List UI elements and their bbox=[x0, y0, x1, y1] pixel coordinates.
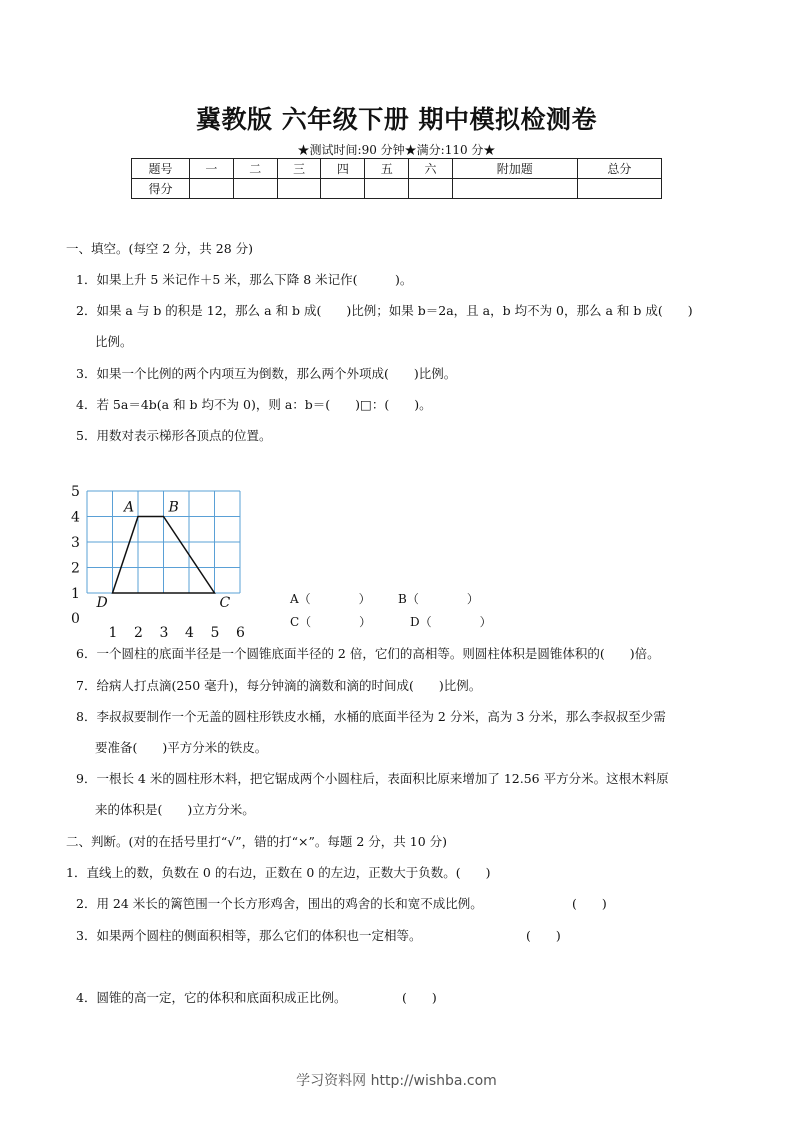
question-1-2: 2．如果 a 与 b 的积是 12，那么 a 和 b 成( )比例；如果 b＝2a，且 a，b 均不为 0，那么 a 和 b 成( ) bbox=[76, 303, 693, 318]
judge-bracket-2[interactable]: ( ) bbox=[572, 896, 607, 911]
score-cell: 六 bbox=[409, 159, 453, 179]
question-1-9: 9．一根长 4 米的圆柱形木料，把它锯成两个小圆柱后，表面积比原来增加了 12.56 平方分米。这根木料原 bbox=[76, 771, 669, 786]
trapezoid-grid-figure bbox=[62, 455, 262, 641]
answer-blank-c[interactable]: C（ ） bbox=[290, 615, 372, 629]
y-tick-label: 3 bbox=[71, 535, 80, 551]
question-2-1: 1．直线上的数，负数在 0 的右边，正数在 0 的左边，正数大于负数。( ) bbox=[66, 865, 491, 880]
section1-heading: 一、填空。(每空 2 分，共 28 分) bbox=[66, 241, 254, 256]
question-1-2-cont: 比例。 bbox=[95, 334, 133, 349]
section2-heading: 二、判断。(对的在括号里打“√”，错的打“×”。每题 2 分，共 10 分) bbox=[66, 834, 448, 849]
score-input-cell[interactable] bbox=[321, 179, 365, 199]
footer-watermark: 学习资料网 http://wishba.com bbox=[296, 1073, 497, 1089]
judge-bracket-3[interactable]: ( ) bbox=[526, 928, 561, 943]
score-input-cell[interactable] bbox=[277, 179, 321, 199]
score-cell: 题号 bbox=[132, 159, 190, 179]
vertex-label: A bbox=[124, 499, 135, 516]
score-cell: 三 bbox=[277, 159, 321, 179]
question-1-8-cont: 要准备( )平方分米的铁皮。 bbox=[95, 740, 268, 755]
score-cell: 得分 bbox=[132, 179, 190, 199]
x-tick-label: 4 bbox=[185, 625, 194, 641]
score-cell: 五 bbox=[365, 159, 409, 179]
score-table bbox=[131, 158, 662, 199]
question-1-1: 1．如果上升 5 米记作＋5 米，那么下降 8 米记作( )。 bbox=[76, 272, 413, 287]
score-input-cell[interactable] bbox=[577, 179, 661, 199]
vertex-label: C bbox=[219, 595, 231, 611]
answer-blank-a[interactable]: A（ ） bbox=[290, 592, 371, 606]
question-1-7: 7．给病人打点滴(250 毫升)，每分钟滴的滴数和滴的时间成( )比例。 bbox=[76, 678, 482, 693]
score-cell: 二 bbox=[233, 159, 277, 179]
score-input-cell[interactable] bbox=[233, 179, 277, 199]
score-table-header-row bbox=[132, 159, 662, 179]
score-cell: 总分 bbox=[577, 159, 661, 179]
question-2-2: 2．用 24 米长的篱笆围一个长方形鸡舍，围出的鸡舍的长和宽不成比例。 bbox=[76, 896, 483, 911]
score-cell: 四 bbox=[321, 159, 365, 179]
answer-blank-b[interactable]: B（ ） bbox=[398, 592, 479, 606]
score-table-score-row bbox=[132, 179, 662, 199]
question-1-3: 3．如果一个比例的两个内项互为倒数，那么两个外项成( )比例。 bbox=[76, 366, 457, 381]
score-input-cell[interactable] bbox=[452, 179, 577, 199]
score-cell: 一 bbox=[190, 159, 234, 179]
score-input-cell[interactable] bbox=[365, 179, 409, 199]
judge-bracket-4[interactable]: ( ) bbox=[402, 990, 437, 1005]
exam-info bbox=[0, 141, 793, 158]
page-title: 冀教版 六年级下册 期中模拟检测卷 bbox=[196, 105, 597, 134]
question-1-4: 4．若 5a＝4b(a 和 b 均不为 0)，则 a：b＝( )□：( )。 bbox=[76, 397, 432, 412]
answer-blank-d[interactable]: D（ ） bbox=[410, 615, 492, 629]
vertex-label: D bbox=[96, 595, 108, 611]
question-1-5: 5．用数对表示梯形各顶点的位置。 bbox=[76, 428, 272, 443]
score-input-cell[interactable] bbox=[190, 179, 234, 199]
vertex-label: B bbox=[168, 499, 179, 516]
y-tick-label: 4 bbox=[71, 509, 80, 526]
x-tick-label: 6 bbox=[236, 625, 245, 641]
x-tick-label: 3 bbox=[159, 625, 169, 641]
exam-info-text: ★测试时间:90 分钟★满分:110 分★ bbox=[297, 143, 496, 157]
x-tick-label: 5 bbox=[210, 625, 220, 641]
score-cell: 附加题 bbox=[452, 159, 577, 179]
x-tick-label: 2 bbox=[134, 625, 143, 641]
y-tick-label: 1 bbox=[71, 586, 80, 602]
question-1-6: 6．一个圆柱的底面半径是一个圆锥底面半径的 2 倍，它们的高相等。则圆柱体积是圆锥体积的( )倍。 bbox=[76, 646, 660, 661]
question-1-9-cont: 来的体积是( )立方分米。 bbox=[95, 802, 255, 817]
origin-label: 0 bbox=[71, 611, 80, 627]
y-tick-label: 5 bbox=[71, 484, 80, 500]
question-1-8: 8．李叔叔要制作一个无盖的圆柱形铁皮水桶，水桶的底面半径为 2 分米，高为 3 分米，那么李叔叔至少需 bbox=[76, 709, 666, 724]
x-tick-label: 1 bbox=[108, 625, 118, 641]
score-input-cell[interactable] bbox=[409, 179, 453, 199]
question-2-4: 4．圆锥的高一定，它的体积和底面积成正比例。 bbox=[76, 990, 347, 1005]
y-tick-label: 2 bbox=[71, 560, 80, 577]
question-2-3: 3．如果两个圆柱的侧面积相等，那么它们的体积也一定相等。 bbox=[76, 928, 422, 943]
coordinate-grid bbox=[62, 455, 262, 641]
